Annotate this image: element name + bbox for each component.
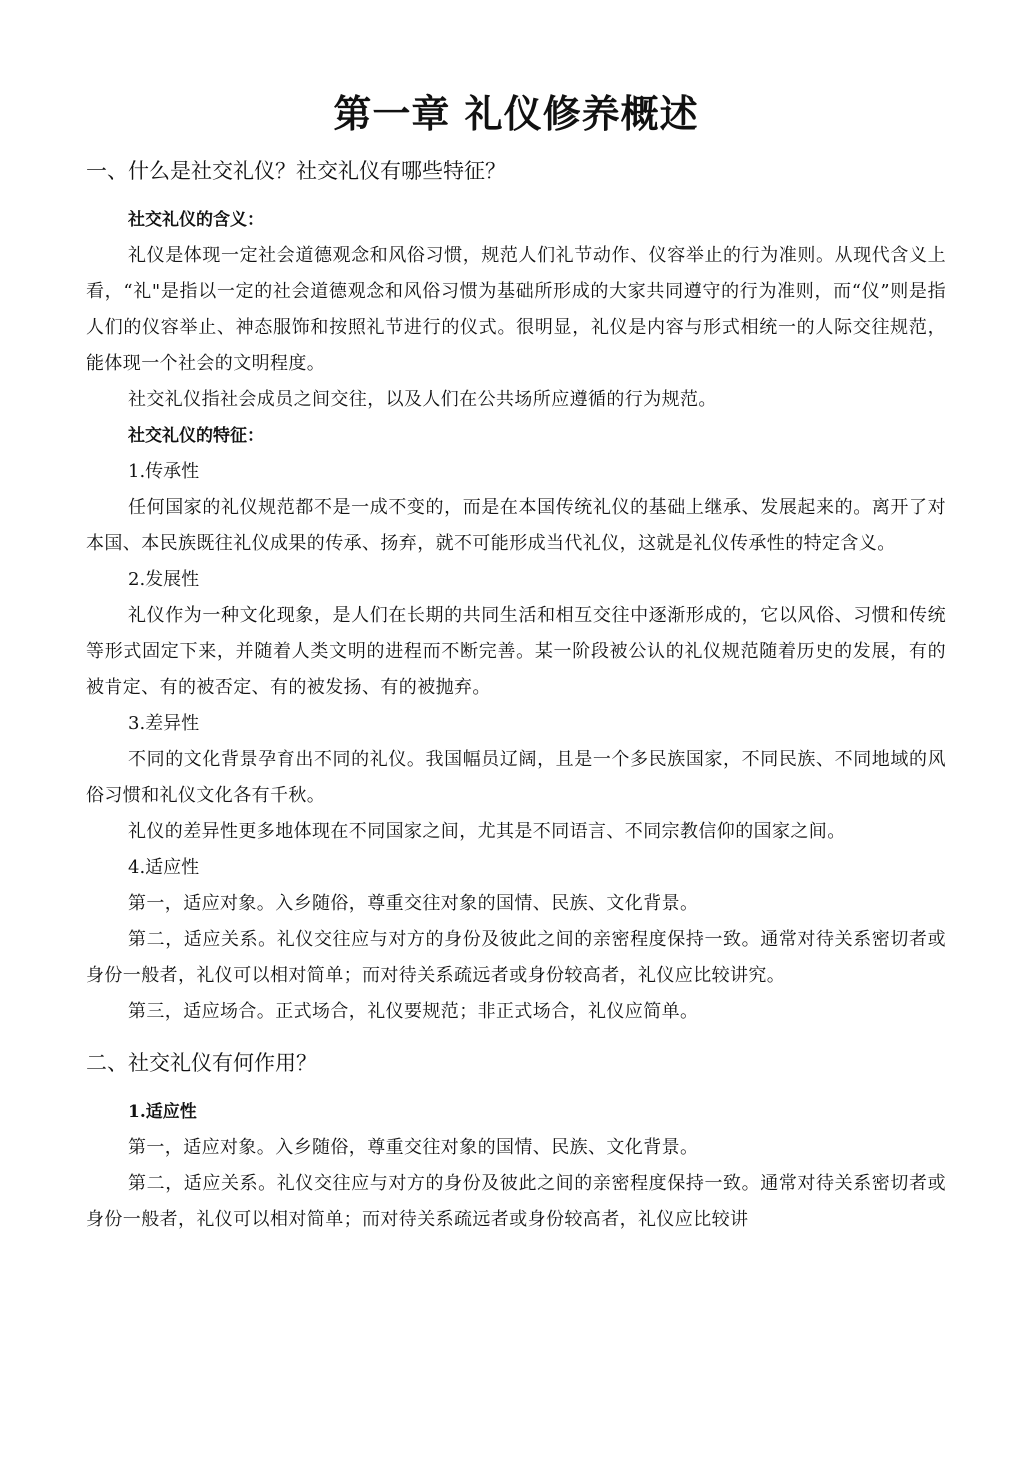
section-heading-1: 一、什么是社交礼仪？社交礼仪有哪些特征？ (86, 159, 506, 183)
feature-2-title: 2.发展性 (128, 569, 200, 590)
feature-3-paragraph-1: 不同的文化背景孕育出不同的礼仪。我国幅员辽阔，且是一个多民族国家，不同民族、不同地域的风俗习惯和礼仪文化各有千秋。 (86, 749, 946, 806)
feature-1-paragraph: 任何国家的礼仪规范都不是一成不变的，而是在本国传统礼仪的基础上继承、发展起来的。离开了对本国、本民族既往礼仪成果的传承、扬弃，就不可能形成当代礼仪，这就是礼仪传承性的特定含义。 (86, 497, 946, 554)
document-page (86, 88, 946, 1238)
meaning-label: 社交礼仪的含义： (128, 210, 264, 230)
function-1-label: 1.适应性 (128, 1102, 197, 1122)
chapter-title: 第一章 礼仪修养概述 (333, 92, 699, 136)
feature-4-paragraph-3: 第三，适应场合。正式场合，礼仪要规范；非正式场合，礼仪应简单。 (128, 1001, 699, 1022)
feature-4-paragraph-2: 第二，适应关系。礼仪交往应与对方的身份及彼此之间的亲密程度保持一致。通常对待关系密切者或身份一般者，礼仪可以相对简单；而对待关系疏远者或身份较高者，礼仪应比较讲究。 (86, 929, 946, 986)
feature-4-title: 4.适应性 (128, 857, 200, 878)
feature-4-paragraph-1: 第一，适应对象。入乡随俗，尊重交往对象的国情、民族、文化背景。 (128, 893, 699, 914)
meaning-paragraph-1: 礼仪是体现一定社会道德观念和风俗习惯，规范人们礼节动作、仪容举止的行为准则。从现代含义上看，“礼"是指以一定的社会道德观念和风俗习惯为基础所形成的大家共同遵守的行为准则，而“仪”则是指人们的仪容举止、神态服饰和按照礼节进行的仪式。很明显，礼仪是内容与形式相统一的人际交往规范，能体现一个社会的文明程度。 (86, 245, 946, 374)
feature-2-paragraph: 礼仪作为一种文化现象，是人们在长期的共同生活和相互交往中逐渐形成的，它以风俗、习惯和传统等形式固定下来，并随着人类文明的进程而不断完善。某一阶段被公认的礼仪规范随着历史的发展，有的被肯定、有的被否定、有的被发扬、有的被抛弃。 (86, 605, 946, 698)
function-paragraph-2: 第二，适应关系。礼仪交往应与对方的身份及彼此之间的亲密程度保持一致。通常对待关系密切者或身份一般者，礼仪可以相对简单；而对待关系疏远者或身份较高者，礼仪应比较讲 (86, 1173, 946, 1230)
feature-3-title: 3.差异性 (128, 713, 200, 734)
feature-3-paragraph-2: 礼仪的差异性更多地体现在不同国家之间，尤其是不同语言、不同宗教信仰的国家之间。 (128, 821, 846, 842)
feature-1-title: 1.传承性 (128, 461, 200, 482)
features-label: 社交礼仪的特征： (128, 426, 264, 446)
meaning-paragraph-2: 社交礼仪指社会成员之间交往，以及人们在公共场所应遵循的行为规范。 (128, 389, 717, 410)
function-paragraph-1: 第一，适应对象。入乡随俗，尊重交往对象的国情、民族、文化背景。 (128, 1137, 699, 1158)
section-heading-2: 二、社交礼仪有何作用？ (86, 1051, 317, 1075)
